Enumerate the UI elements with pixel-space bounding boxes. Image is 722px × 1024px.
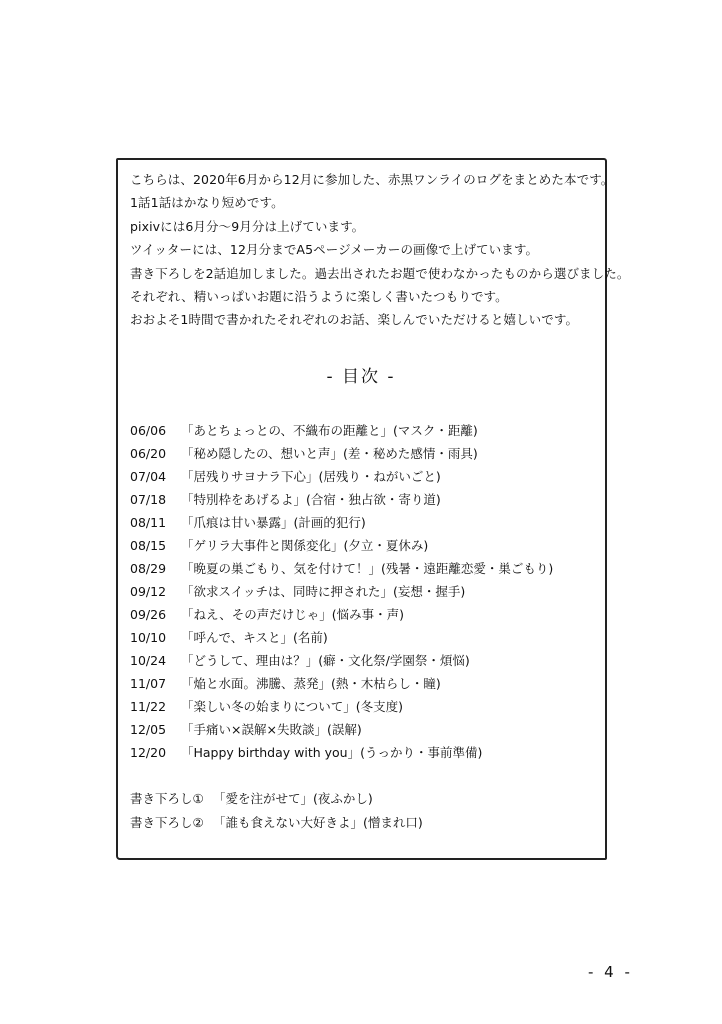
- toc-title: 「秘め隠したの、想いと声」(差・秘めた感情・雨具): [181, 446, 478, 461]
- toc-date: 10/10: [130, 630, 167, 645]
- intro-line: pixivには6月分〜9月分は上げています。: [130, 218, 365, 234]
- intro-line: それぞれ、精いっぱいお題に沿うように楽しく書いたつもりです。: [130, 289, 508, 305]
- toc-date: 06/06: [130, 423, 167, 438]
- toc-entry: [130, 419, 600, 442]
- bonus-entry: [130, 787, 600, 811]
- toc-entry: [130, 465, 600, 488]
- toc-date: 08/15: [130, 538, 167, 553]
- toc-date: 12/20: [130, 745, 167, 760]
- toc-entry: [130, 649, 600, 672]
- toc-date: 06/20: [130, 446, 167, 461]
- bonus-entry: [130, 811, 600, 835]
- toc-title: 「どうして、理由は？」(癖・文化祭/学園祭・煩悩): [181, 653, 470, 668]
- toc-title: 「手痛い×誤解×失敗談」(誤解): [181, 722, 362, 737]
- toc-entry: [130, 534, 600, 557]
- toc-title: 「あとちょっとの、不織布の距離と」(マスク・距離): [181, 423, 478, 438]
- toc-title: 「焔と水面。沸騰、蒸発」(熱・木枯らし・瞳): [181, 676, 441, 691]
- toc-date: 08/11: [130, 515, 167, 530]
- toc-entry: [130, 741, 600, 764]
- toc-entry: [130, 488, 600, 511]
- toc-date: 10/24: [130, 653, 167, 668]
- toc-title: 「特別枠をあげるよ」(合宿・独占欲・寄り道): [181, 492, 441, 507]
- toc-title: 「Happy birthday with you」(うっかり・事前準備): [181, 745, 483, 760]
- intro-line: ツイッターには、12月分までA5ページメーカーの画像で上げています。: [130, 242, 539, 258]
- toc-date: 12/05: [130, 722, 167, 737]
- toc-heading: - 目次 -: [326, 367, 396, 387]
- intro-line: おおよそ1時間で書かれたそれぞれのお話、楽しんでいただけると嬉しいです。: [130, 312, 579, 328]
- intro-line: こちらは、2020年6月から12月に参加した、赤黒ワンライのログをまとめた本です。: [130, 172, 614, 187]
- toc-title: 「呼んで、キスと」(名前): [181, 630, 328, 645]
- toc-date: 08/29: [130, 561, 167, 576]
- toc-date: 07/18: [130, 492, 167, 507]
- toc-entry: [130, 672, 600, 695]
- toc-entry: [130, 603, 600, 626]
- toc-title: 「爪痕は甘い暴露」(計画的犯行): [181, 515, 366, 530]
- toc-title: 「ゲリラ大事件と関係変化」(夕立・夏休み): [181, 538, 429, 553]
- bonus-label: 書き下ろし②: [130, 815, 204, 830]
- toc-date: 09/26: [130, 607, 167, 622]
- toc-entry: [130, 580, 600, 603]
- toc-title: 「欲求スイッチは、同時に押された」(妄想・握手): [181, 584, 466, 599]
- toc-date: 09/12: [130, 584, 167, 599]
- toc-title: 「居残りサヨナラ下心」(居残り・ねがいごと): [181, 469, 441, 484]
- toc-title: 「楽しい冬の始まりについて」(冬支度): [181, 699, 404, 714]
- table-of-contents: [130, 419, 600, 764]
- toc-title: 「晩夏の巣ごもり、気を付けて！」(残暑・遠距離恋愛・巣ごもり): [181, 561, 554, 576]
- bonus-label: 書き下ろし①: [130, 791, 204, 806]
- toc-title: 「ねえ、その声だけじゃ」(悩み事・声): [181, 607, 405, 622]
- toc-entry: [130, 511, 600, 534]
- toc-entry: [130, 557, 600, 580]
- intro-line: 書き下ろしを2話追加しました。過去出されたお題で使わなかったものから選びました。: [130, 265, 630, 281]
- toc-date: 07/04: [130, 469, 167, 484]
- bonus-title: 「愛を注がせて」(夜ふかし): [213, 791, 373, 806]
- toc-entry: [130, 442, 600, 465]
- bonus-stories: [130, 787, 600, 835]
- bonus-title: 「誰も食えない大好きよ」(憎まれ口): [213, 815, 423, 830]
- toc-entry: [130, 718, 600, 741]
- intro-text: [130, 168, 630, 332]
- toc-date: 11/22: [130, 699, 167, 714]
- toc-entry: [130, 626, 600, 649]
- toc-date: 11/07: [130, 676, 167, 691]
- page-number: - 4 -: [588, 963, 633, 981]
- toc-entry: [130, 695, 600, 718]
- intro-line: 1話1話はかなり短めです。: [130, 195, 284, 211]
